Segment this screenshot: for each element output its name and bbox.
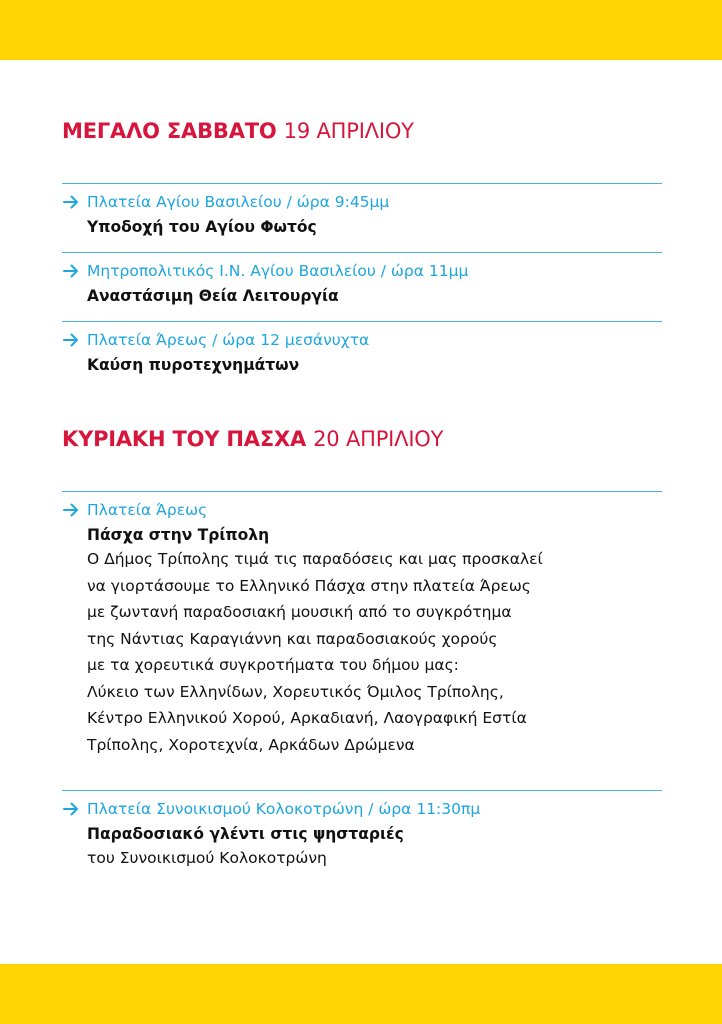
description-line: Λύκειο των Ελληνίδων, Χορευτικός Όμιλος Τρίπολης, [87, 682, 504, 701]
section-heading-title: ΜΕΓΑΛΟ ΣΑΒΒΑΤΟ [62, 119, 277, 143]
event-item [62, 252, 662, 307]
event-location-text: Πλατεία Αγίου Βασιλείου / ώρα 9:45μμ [87, 193, 390, 211]
description-line: Τρίπολης, Χοροτεχνία, Αρκάδων Δρώμενα [87, 735, 415, 754]
event-item [62, 183, 662, 238]
description-line: να γιορτάσουμε το Ελληνικό Πάσχα στην πλατεία Άρεως [87, 576, 531, 595]
event-location-text: Πλατεία Άρεως / ώρα 12 μεσάνυχτα [87, 331, 370, 349]
description-line: με ζωντανή παραδοσιακή μουσική από το συγκρότημα [87, 603, 512, 621]
description-line: Κέντρο Ελληνικού Χορού, Αρκαδιανή, Λαογραφική Εστία [87, 709, 527, 727]
description-line: Ο Δήμος Τρίπολης τιμά τις παραδόσεις και μας προσκαλεί [87, 550, 543, 568]
section-heading-easter-sunday [62, 426, 443, 452]
section-heading-date: 20 ΑΠΡΙΛΙΟΥ [313, 427, 444, 451]
description-line: του Συνοικισμού Κολοκοτρώνη [87, 849, 327, 867]
event-location [62, 191, 662, 213]
bottom-yellow-band [0, 964, 722, 1024]
event-description [87, 845, 662, 872]
section-heading-date: 19 ΑΠΡΙΛΙΟΥ [283, 119, 414, 143]
event-item [62, 321, 662, 376]
event-location [62, 260, 662, 282]
description-line: της Νάντιας Καραγιάννη και παραδοσιακούς χορούς [87, 629, 498, 648]
event-item [62, 790, 662, 872]
event-location-text: Μητροπολιτικός Ι.Ν. Αγίου Βασιλείου / ώρα 11μμ [87, 262, 469, 280]
event-title: Υποδοχή του Αγίου Φωτός [87, 218, 317, 236]
event-location [62, 329, 662, 351]
event-title: Καύση πυροτεχνημάτων [87, 356, 300, 374]
event-item [62, 491, 662, 758]
arrow-right-icon [62, 193, 80, 211]
event-title: Πάσχα στην Τρίπολη [87, 526, 270, 544]
top-yellow-band [0, 0, 722, 60]
section-heading-title: ΚΥΡΙΑΚΗ ΤΟΥ ΠΑΣΧΑ [62, 427, 307, 451]
event-location-text: Πλατεία Άρεως [87, 501, 208, 519]
event-location [62, 798, 662, 820]
event-title: Παραδοσιακό γλέντι στις ψησταριές [87, 825, 404, 843]
arrow-right-icon [62, 262, 80, 280]
event-location [62, 499, 662, 521]
description-line: με τα χορευτικά συγκροτήματα του δήμου μας: [87, 656, 459, 674]
section-heading-holy-saturday [62, 118, 414, 144]
arrow-right-icon [62, 501, 80, 519]
event-location-text: Πλατεία Συνοικισμού Κολοκοτρώνη / ώρα 11:30πμ [87, 800, 481, 818]
event-description [87, 546, 662, 758]
event-title: Αναστάσιμη Θεία Λειτουργία [87, 287, 339, 305]
arrow-right-icon [62, 800, 80, 818]
arrow-right-icon [62, 331, 80, 349]
